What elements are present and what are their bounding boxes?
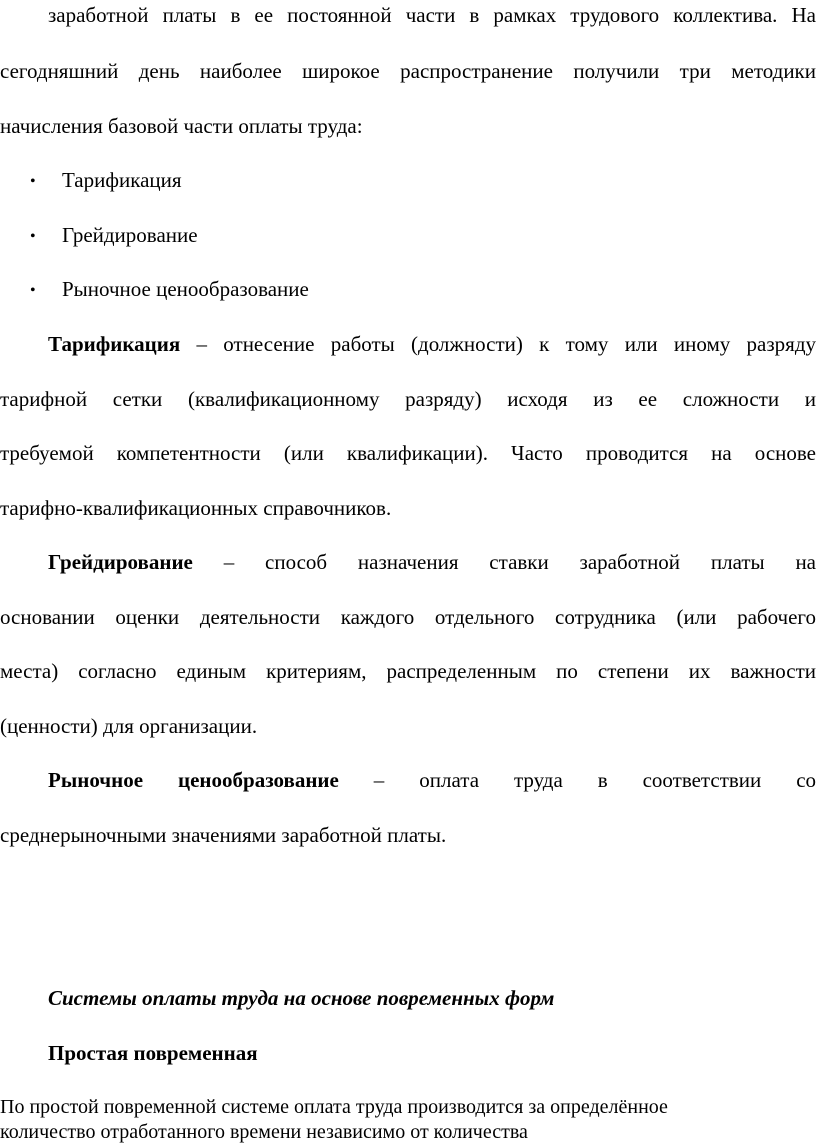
market-dash: – (338, 768, 385, 792)
tarification-line-1 (0, 331, 816, 357)
tarification-line-4: тарифно-квалификационных справочников. (0, 496, 392, 520)
list-item-label: Тарификация (62, 168, 182, 192)
list-item-label: Рыночное ценообразование (62, 277, 309, 301)
market-line-1-text: оплата труда в соответствии со (419, 768, 816, 792)
tarification-term: Тарификация (48, 332, 181, 356)
tarification-line-3: требуемой компетентности (или квалификации). Часто проводится на основе (0, 441, 816, 465)
bullet-icon: • (30, 228, 36, 245)
list-item-label: Грейдирование (62, 223, 198, 247)
intro-line-1: заработной платы в ее постоянной части в рамках трудового коллектива. На (48, 3, 816, 27)
grading-line-2: основании оценки деятельности каждого отдельного сотрудника (или рабочего (0, 605, 816, 629)
tarification-line-2: тарифной сетки (квалификационному разряду) исходя из ее сложности и (0, 387, 816, 411)
final-line-1: По простой повременной системе оплата труда производится за определённое (0, 1096, 668, 1118)
intro-line-3: начисления базовой части оплаты труда: (0, 114, 363, 138)
tarification-line-1-text: отнесение работы (должности) к тому или иному разряду (223, 332, 816, 356)
bullet-icon: • (30, 173, 36, 190)
final-line-2: количество отработанного времени независимо от количества (0, 1121, 528, 1143)
market-term-word-2: ценообразование (178, 768, 339, 792)
bullet-icon: • (30, 282, 36, 299)
grading-line-4: (ценности) для организации. (0, 714, 258, 738)
grading-dash: – (192, 550, 235, 574)
grading-line-1 (0, 549, 816, 575)
grading-line-3: места) согласно единым критериям, распределенным по степени их важности (0, 659, 816, 683)
market-line-2: среднерыночными значениями заработной платы. (0, 823, 447, 847)
intro-line-2: сегодняшний день наиболее широкое распространение получили три методики (0, 59, 816, 83)
tarification-dash: – (180, 332, 208, 356)
list-item (30, 276, 309, 304)
market-term-word-1: Рыночное (48, 768, 144, 792)
list-item (30, 222, 198, 250)
list-item (30, 167, 182, 195)
market-line-1 (0, 767, 816, 793)
section-heading: Системы оплаты труда на основе повременных форм (48, 986, 555, 1010)
subheading: Простая повременная (48, 1041, 258, 1065)
grading-line-1-text: способ назначения ставки заработной платы на (265, 550, 816, 574)
grading-term: Грейдирование (48, 550, 193, 574)
